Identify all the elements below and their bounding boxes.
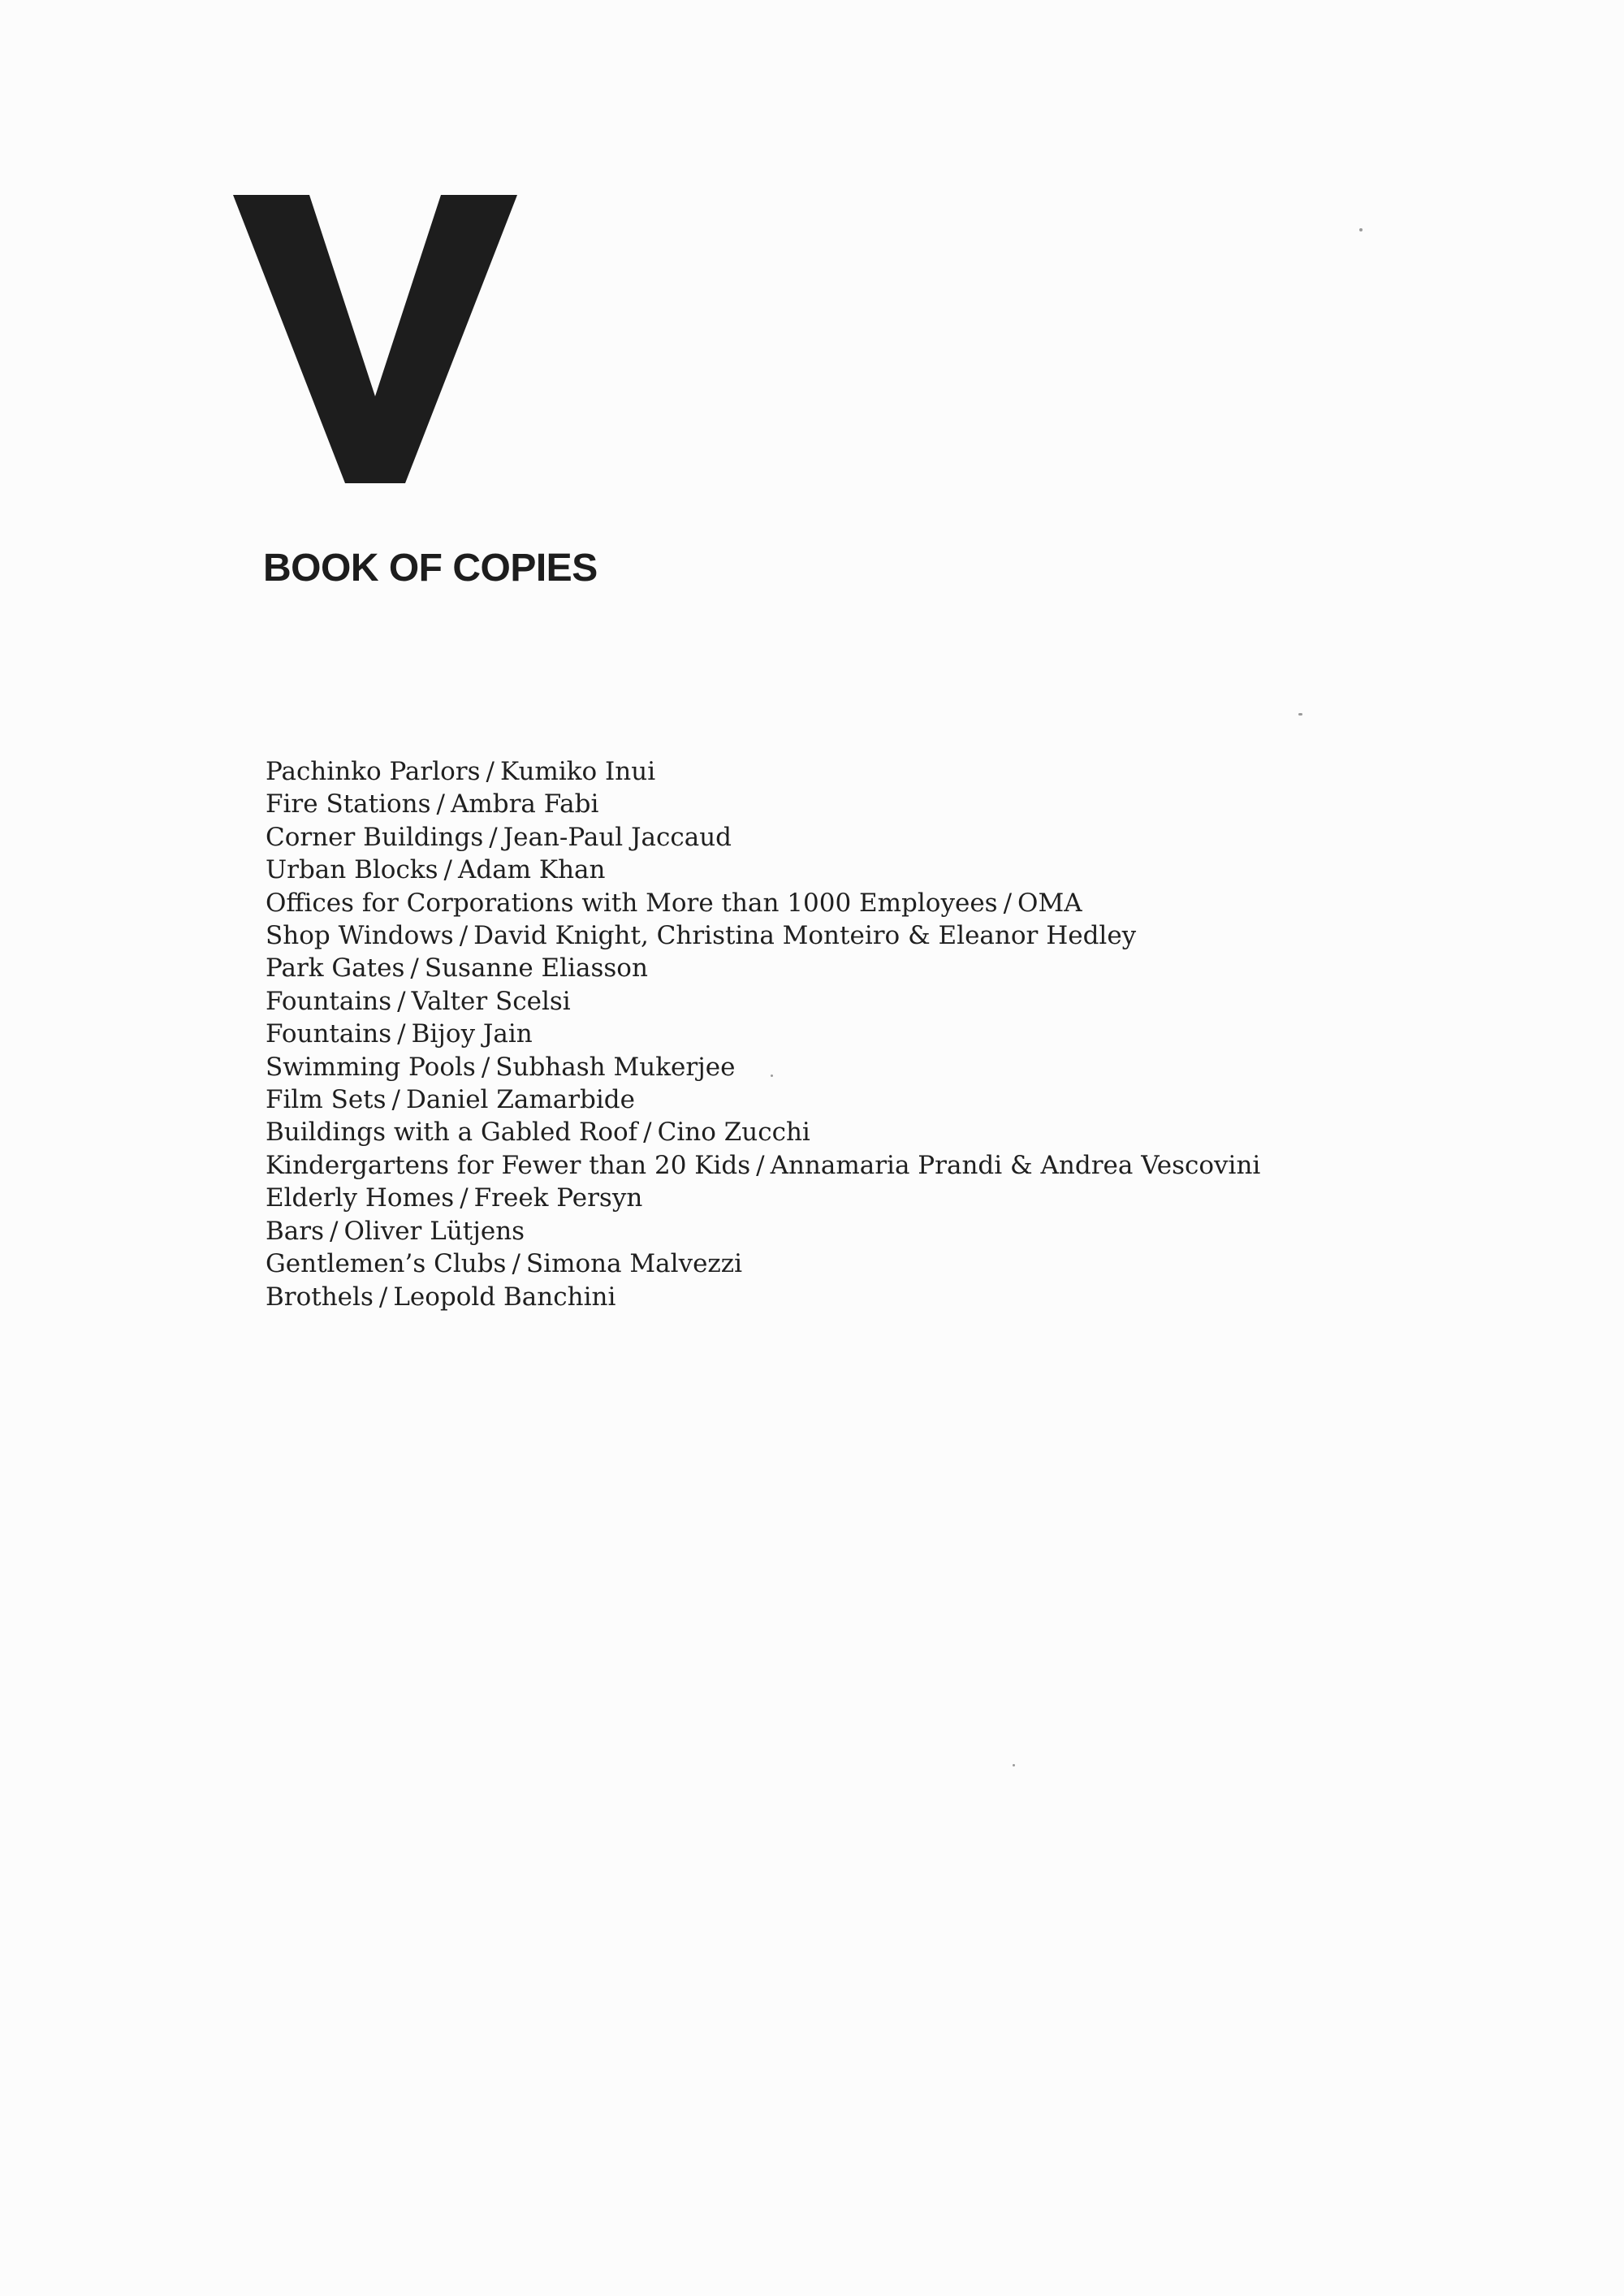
contents-topic: Offices for Corporations with More than 1000 Employees	[266, 888, 998, 918]
contents-topic: Urban Blocks	[266, 855, 438, 885]
contents-separator: /	[486, 757, 495, 786]
contents-item	[266, 887, 1260, 919]
paper-speck	[1298, 713, 1302, 716]
contents-item	[266, 1116, 1260, 1148]
contents-topic: Swimming Pools	[266, 1052, 476, 1082]
contents-topic: Fountains	[266, 1019, 392, 1049]
contents-item	[266, 755, 1260, 788]
paper-speck	[771, 1074, 773, 1077]
contents-topic: Elderly Homes	[266, 1183, 455, 1213]
section-letter-v	[233, 195, 517, 483]
contents-item	[266, 985, 1260, 1018]
contents-separator: /	[391, 1085, 400, 1115]
contents-separator: /	[410, 953, 419, 984]
contents-separator: /	[1003, 888, 1013, 918]
contents-author: Subhash Mukerjee	[495, 1052, 736, 1082]
contents-separator: /	[378, 1282, 388, 1312]
contents-item	[266, 1215, 1260, 1247]
contents-item	[266, 1051, 1260, 1083]
contents-topic: Park Gates	[266, 953, 405, 984]
contents-author: Oliver Lütjens	[343, 1216, 525, 1246]
section-title: BOOK OF COPIES	[263, 547, 598, 590]
contents-item	[266, 1247, 1260, 1280]
contents-item	[266, 788, 1260, 820]
contents-author: Kumiko Inui	[499, 757, 656, 786]
contents-separator: /	[397, 986, 406, 1016]
contents-author: Leopold Banchini	[393, 1282, 616, 1312]
contents-author: Cino Zucchi	[657, 1118, 810, 1148]
contents-item	[266, 821, 1260, 854]
contents-topic: Buildings with a Gabled Roof	[266, 1118, 638, 1148]
contents-item	[266, 1018, 1260, 1050]
contents-topic: Bars	[266, 1216, 324, 1246]
contents-separator: /	[481, 1052, 490, 1082]
contents-separator: /	[443, 855, 452, 885]
contents-topic: Pachinko Parlors	[266, 757, 481, 786]
contents-author: David Knight, Christina Monteiro & Eleanor Hedley	[473, 921, 1137, 951]
contents-topic: Corner Buildings	[266, 822, 484, 852]
contents-author: Valter Scelsi	[411, 986, 571, 1016]
contents-separator: /	[643, 1118, 652, 1148]
contents-author: Adam Khan	[457, 855, 606, 885]
contents-topic: Fountains	[266, 986, 392, 1016]
contents-author: Daniel Zamarbide	[406, 1085, 635, 1115]
contents-separator: /	[756, 1150, 765, 1180]
contents-separator: /	[459, 921, 469, 951]
contents-separator: /	[436, 789, 445, 819]
contents-author: Susanne Eliasson	[424, 953, 648, 984]
contents-list	[266, 755, 1260, 1313]
contents-author: Bijoy Jain	[411, 1019, 533, 1049]
contents-author: Jean-Paul Jaccaud	[503, 822, 732, 852]
contents-separator: /	[330, 1216, 339, 1246]
contents-separator: /	[489, 822, 498, 852]
contents-topic: Fire Stations	[266, 789, 431, 819]
contents-item	[266, 919, 1260, 952]
contents-topic: Shop Windows	[266, 921, 454, 951]
contents-author: Freek Persyn	[473, 1183, 643, 1213]
contents-author: Simona Malvezzi	[525, 1249, 743, 1279]
contents-author: Annamaria Prandi & Andrea Vescovini	[770, 1150, 1261, 1180]
contents-item	[266, 854, 1260, 886]
paper-speck	[1359, 228, 1363, 231]
paper-speck	[1013, 1764, 1015, 1766]
section-letter-v-glyph	[233, 195, 517, 483]
contents-item	[266, 1149, 1260, 1182]
contents-separator: /	[460, 1183, 469, 1213]
contents-item	[266, 1182, 1260, 1214]
contents-topic: Brothels	[266, 1282, 374, 1312]
contents-separator: /	[397, 1019, 406, 1049]
contents-item	[266, 952, 1260, 984]
contents-item	[266, 1083, 1260, 1116]
contents-topic: Film Sets	[266, 1085, 387, 1115]
contents-item	[266, 1281, 1260, 1313]
contents-separator: /	[512, 1249, 520, 1279]
contents-author: OMA	[1017, 888, 1082, 918]
contents-topic: Gentlemen’s Clubs	[266, 1249, 507, 1279]
contents-author: Ambra Fabi	[450, 789, 599, 819]
contents-topic: Kindergartens for Fewer than 20 Kids	[266, 1150, 751, 1180]
